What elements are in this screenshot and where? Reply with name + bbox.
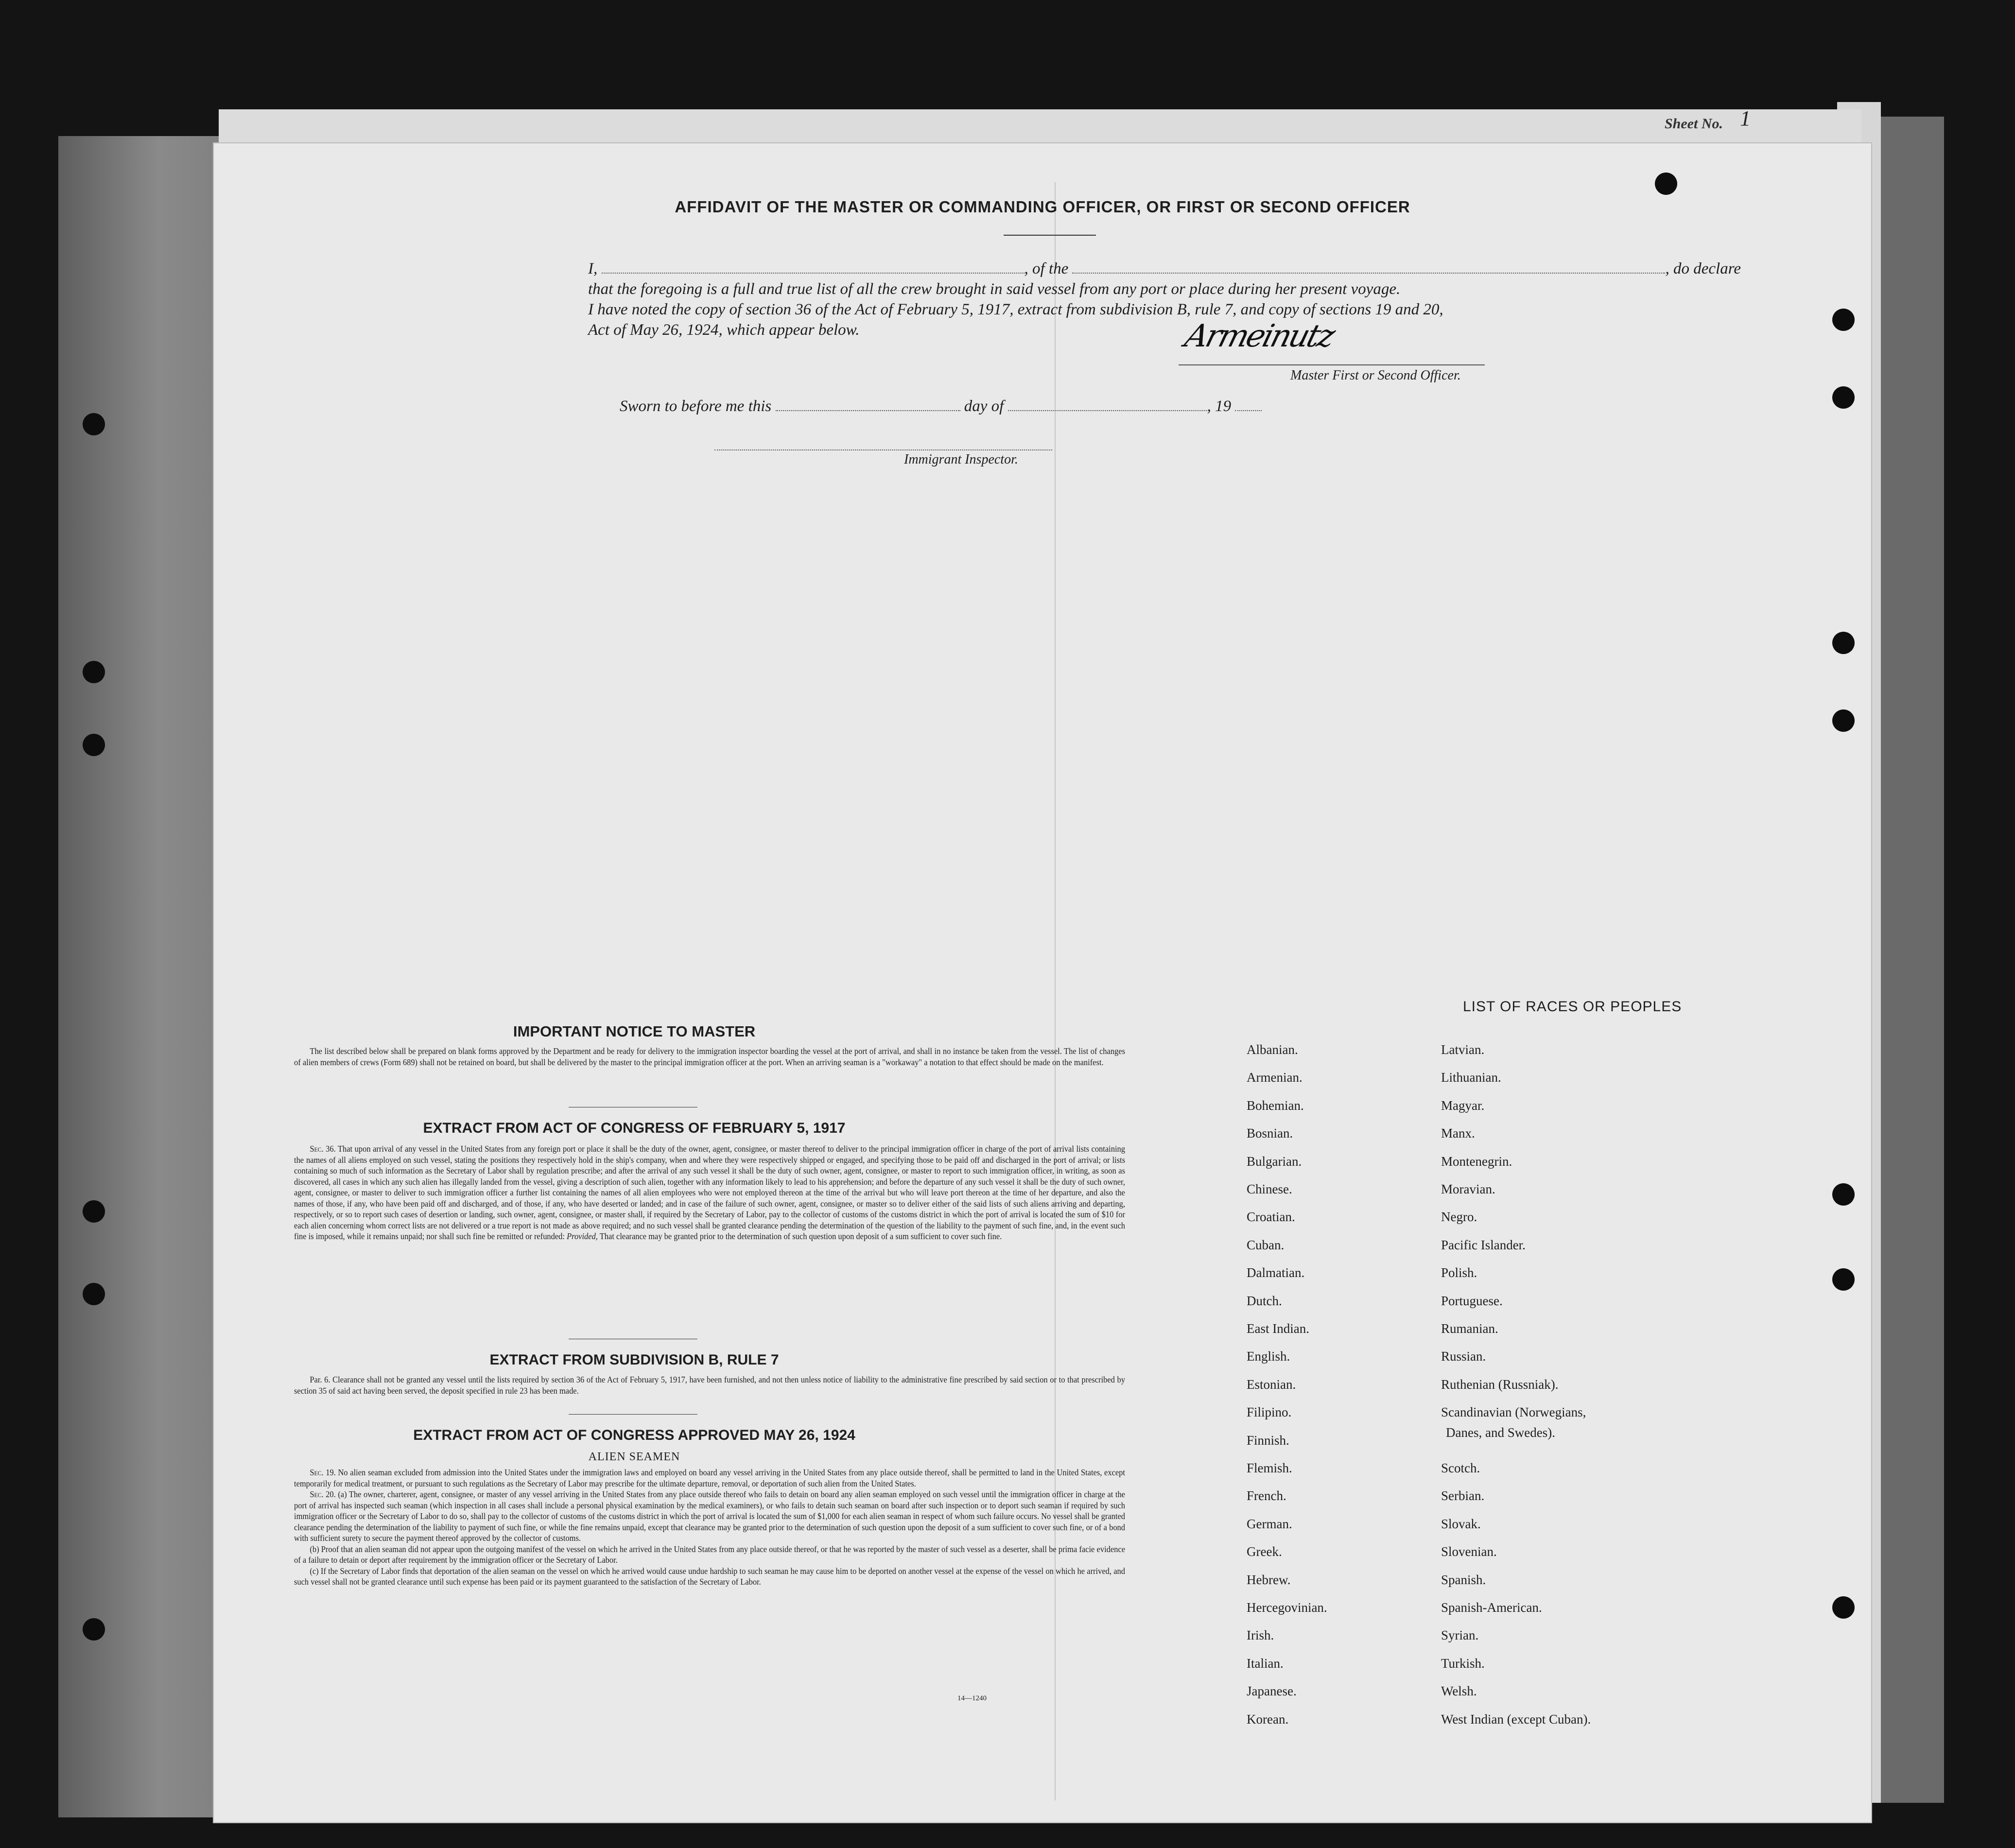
punch-hole: [83, 1283, 105, 1305]
race-item: Armenian.: [1247, 1070, 1303, 1085]
race-item: Russian.: [1441, 1349, 1486, 1364]
sworn-line: [620, 397, 1262, 415]
sec36-label: Sec. 36.: [310, 1144, 336, 1154]
sec36-body: That upon arrival of any vessel in the United States from any foreign port or place it shall be the duty of the owner, agent, consignee, or master thereof to deliver to the principal immigration officer in charge of the port of arrival lists containing the names of all aliens employed on such vessel, stating the positions they respectively hold in the ship's company, when and where they were respectively shipped or engaged, and specifying those to be paid off and discharged in the port of arrival; or lists containing so much of such information as the Secretary of Labor shall by regulation prescribe; and after the arrival of any such vessel it shall be the duty of such owner, agent, consignee, or master to report to such immigration officer, in writing, as soon as discovered, all cases in which any such alien has illegally landed from the vessel, giving a description of such alien, together with any information likely to lead to his apprehension; and before the departure of any such vessel it shall be the duty of such owner, agent, consignee, or master to deliver to such immigration officer a further list containing the names of all alien employees who were not employed thereon at the time of the arrival but who will leave port thereon at the time of her departure, and also the names of those, if any, who have been paid off and discharged, and of those, if any, who have deserted or landed; and in case of the failure of such owner, agent, consignee, or master so to deliver either of the said lists of such aliens arriving and departing, respectively, or so to report such cases of desertion or landing, such owner, agent, consignee, or master shall, if required by the Secretary of Labor, pay to the collector of customs of the customs district in which the port of arrival is located the sum of $10 for each alien concerning whom correct lists are not delivered or a true report is not made as above required; and no such vessel shall be granted clearance pending the determination of the question of the liability to the payment of such fine, and, in the event such fine is imposed, while it remains unpaid; nor shall such fine be remitted or refunded:: [294, 1144, 1125, 1241]
race-item: Ruthenian (Russniak).: [1441, 1377, 1559, 1392]
sec19-body: No alien seaman excluded from admission into the United States under the immigration laws and employed on board any vessel arriving in the United States from any place outside thereof, shall be permitted to land in the United States, except temporarily for medical treatment, or pursuant to such regulations as the Secretary of Labor may prescribe for the ultimate departure, removal, or deportation of such alien from the United States.: [294, 1468, 1125, 1488]
sec20a-paragraph: [294, 1489, 1125, 1544]
divider: [1004, 235, 1096, 236]
race-item: Syrian.: [1441, 1628, 1479, 1643]
race-item: Korean.: [1247, 1711, 1289, 1727]
race-item: Greek.: [1247, 1544, 1282, 1559]
alien-seamen-subtitle: ALIEN SEAMEN: [588, 1451, 680, 1463]
race-item: Spanish.: [1441, 1572, 1486, 1587]
race-item: Slovak.: [1441, 1516, 1481, 1531]
race-item: West Indian (except Cuban).: [1441, 1711, 1591, 1727]
punch-hole: [83, 661, 105, 683]
race-item: Bosnian.: [1247, 1126, 1293, 1141]
punch-hole: [83, 1200, 105, 1223]
race-item: German.: [1247, 1516, 1292, 1531]
punch-hole: [1655, 173, 1677, 195]
race-item: French.: [1247, 1488, 1286, 1503]
race-item: Polish.: [1441, 1265, 1477, 1280]
underlying-sheet-right: [1871, 117, 1944, 1803]
race-item: Bulgarian.: [1247, 1154, 1302, 1169]
vessel-blank[interactable]: [1072, 262, 1665, 274]
notice-title: IMPORTANT NOTICE TO MASTER: [513, 1023, 756, 1040]
sworn-month-blank[interactable]: [1008, 399, 1207, 411]
punch-hole: [1832, 309, 1855, 331]
sheet-no-value: 1: [1740, 106, 1751, 130]
master-signature: Armeinutz: [1181, 318, 1338, 354]
race-item: Dutch.: [1247, 1293, 1282, 1308]
race-item: Bohemian.: [1247, 1098, 1304, 1113]
race-item: Magyar.: [1441, 1098, 1485, 1113]
race-item: Welsh.: [1441, 1684, 1477, 1699]
race-item: Estonian.: [1247, 1377, 1296, 1392]
signature-line: [1179, 364, 1485, 365]
race-item: Turkish.: [1441, 1656, 1485, 1671]
race-item: Spanish-American.: [1441, 1600, 1542, 1615]
race-item: English.: [1247, 1349, 1290, 1364]
sworn-prefix: Sworn to before me this: [620, 397, 772, 415]
race-item: Albanian.: [1247, 1042, 1298, 1057]
race-item: Finnish.: [1247, 1433, 1289, 1448]
race-item: Dalmatian.: [1247, 1265, 1305, 1280]
race-item: Lithuanian.: [1441, 1070, 1501, 1085]
affidavit-of-the: , of the: [1024, 260, 1069, 277]
rule7-body: Par. 6. Clearance shall not be granted any vessel until the lists required by section 36 of the Act of February 5, 1917, have been furnished, and not then unless notice of liability to the administrative fine prescribed by said section or to that prescribed by section 35 of said act having been served, the deposit specified in rule 23 has been made.: [294, 1375, 1125, 1396]
race-item: Irish.: [1247, 1628, 1274, 1643]
punch-hole: [83, 413, 105, 435]
race-item: Scotch.: [1441, 1461, 1480, 1475]
extract-1924-title: EXTRACT FROM ACT OF CONGRESS APPROVED MAY 26, 1924: [413, 1427, 855, 1443]
race-item: Filipino.: [1247, 1405, 1292, 1420]
inspector-signature-line: [714, 449, 1052, 450]
affidavit-line-1: [588, 260, 1741, 278]
rule7-title: EXTRACT FROM SUBDIVISION B, RULE 7: [489, 1352, 779, 1368]
race-item: Manx.: [1441, 1126, 1475, 1141]
race-item: Chinese.: [1247, 1182, 1292, 1196]
races-title: LIST OF RACES OR PEOPLES: [1463, 999, 1682, 1015]
affidavit-declare: , do declare: [1665, 260, 1741, 277]
notice-body: The list described below shall be prepared on blank forms approved by the Department and be ready for delivery to the immigration inspector boarding the vessel at the port of arrival, and shall in no instance be taken from the vessel. The list of changes of alien members of crews (Form 689) shall not be retained on board, but shall be delivered by the master to the principal immigration officer at the port. When an arriving seaman is a "workaway" a notation to that effect should be made on the manifest.: [294, 1046, 1125, 1067]
sec36-provided: Provided,: [567, 1231, 598, 1241]
race-item: Moravian.: [1441, 1182, 1495, 1196]
punch-hole: [1832, 1183, 1855, 1206]
affidavit-line-2: that the foregoing is a full and true list of all the crew brought in said vessel from any port or place during her present voyage.: [588, 280, 1401, 298]
race-item: Slovenian.: [1441, 1544, 1497, 1559]
race-item: Rumanian.: [1441, 1321, 1498, 1336]
sec19-paragraph: [294, 1467, 1125, 1489]
sec20a-body: (a) The owner, charterer, agent, consignee, or master of any vessel arriving in the United States from any place outside thereof who fails to detain on board any alien seaman employed on such vessel until the immigration officer in charge at the port of arrival has inspected such seaman (which inspection in all cases shall include a personal physical examination by the medical examiners), or who fails to detain such seaman on board after such inspection or to deport such seaman if required by such immigration officer or the Secretary of Labor to do so, shall pay to the collector of customs of the customs district in which the port of arrival is located the sum of $1,000 for each alien seaman in respect of whom such failure occurs. No vessel shall be granted clearance pending the determination of the liability to payment of such fine, or while the fine remains unpaid, except that clearance may be granted prior to the determination of such question upon the deposit of a sum sufficient to cover such fine, or of a bond with sufficient surety to secure the payment thereof approved by the collector of customs.: [294, 1489, 1125, 1543]
punch-hole: [1832, 1596, 1855, 1619]
sec20c-paragraph: [294, 1566, 1125, 1588]
race-item: Hebrew.: [1247, 1572, 1291, 1587]
sec20b-body: (b) Proof that an alien seaman did not appear upon the outgoing manifest of the vessel on which he arrived in the United States from any place outside thereof, or that he was reported by the master of such vessel as a deserter, shall be prima facie evidence of a failure to detain or deport after requirement by the immigration officer or the Secretary of Labor.: [294, 1544, 1125, 1565]
sec20-label: Sec. 20.: [310, 1489, 336, 1499]
race-item: Italian.: [1247, 1656, 1284, 1671]
race-item: Portuguese.: [1441, 1293, 1503, 1308]
affidavit-i: I,: [588, 260, 598, 277]
punch-hole: [1832, 709, 1855, 732]
name-blank[interactable]: [602, 262, 1025, 274]
race-item: Pacific Islander.: [1441, 1237, 1526, 1252]
affidavit-line-4: Act of May 26, 1924, which appear below.: [588, 321, 860, 339]
sec19-label: Sec. 19.: [310, 1468, 336, 1477]
affidavit-title: AFFIDAVIT OF THE MASTER OR COMMANDING OFFICER, OR FIRST OR SECOND OFFICER: [675, 198, 1410, 216]
race-item: Hercegovinian.: [1247, 1600, 1327, 1615]
sheet-no-label: Sheet No.: [1665, 116, 1723, 132]
signature-caption: Master First or Second Officer.: [1290, 368, 1461, 383]
extract-1917-title: EXTRACT FROM ACT OF CONGRESS OF FEBRUARY 5, 1917: [423, 1120, 846, 1136]
punch-hole: [1832, 1268, 1855, 1291]
race-item: Montenegrin.: [1441, 1154, 1512, 1169]
sec36-end: That clearance may be granted prior to the determination of such question upon deposit of a sum sufficient to cover such fine.: [599, 1231, 1002, 1241]
divider: [569, 1414, 697, 1415]
punch-hole: [1832, 386, 1855, 409]
form-number: 14—1240: [957, 1694, 987, 1702]
punch-hole: [1832, 632, 1855, 654]
race-item: Serbian.: [1441, 1488, 1485, 1503]
notice-text: [294, 1046, 1125, 1068]
affidavit-line-3: I have noted the copy of section 36 of the Act of February 5, 1917, extract from subdivision B, rule 7, and copy of sections 19 and 20,: [588, 301, 1443, 318]
inspector-caption: Immigrant Inspector.: [904, 452, 1018, 467]
extract-1924-text: [294, 1467, 1125, 1588]
punch-hole: [83, 1618, 105, 1641]
race-item: Negro.: [1441, 1209, 1477, 1225]
sworn-day-blank[interactable]: [776, 399, 960, 411]
rule7-text: [294, 1374, 1125, 1396]
sworn-year-blank[interactable]: [1235, 399, 1262, 411]
sec20b-paragraph: [294, 1544, 1125, 1566]
race-item: Japanese.: [1247, 1684, 1297, 1699]
sec20c-body: (c) If the Secretary of Labor finds that deportation of the alien seaman on the vessel on which he arrived would cause undue hardship to such seaman he may cause him to be deported on another vessel at the expense of the vessel on which he arrived, and such vessel shall not be granted clearance until such expense has been paid or its payment guaranteed to the satisfaction of the Secretary of Labor.: [294, 1566, 1125, 1587]
race-item: Flemish.: [1247, 1461, 1292, 1475]
race-item: Croatian.: [1247, 1209, 1295, 1225]
extract-1917-text: [294, 1143, 1125, 1242]
sworn-day-label: day of: [964, 397, 1004, 415]
sworn-year-label: , 19: [1207, 397, 1232, 415]
race-item: Scandinavian (Norwegians,: [1441, 1405, 1586, 1420]
race-item: Cuban.: [1247, 1237, 1285, 1252]
race-item: Latvian.: [1441, 1042, 1485, 1057]
punch-hole: [83, 734, 105, 756]
manifest-page: [214, 143, 1871, 1822]
race-item-continuation: Danes, and Swedes).: [1446, 1425, 1555, 1440]
race-item: East Indian.: [1247, 1321, 1309, 1336]
